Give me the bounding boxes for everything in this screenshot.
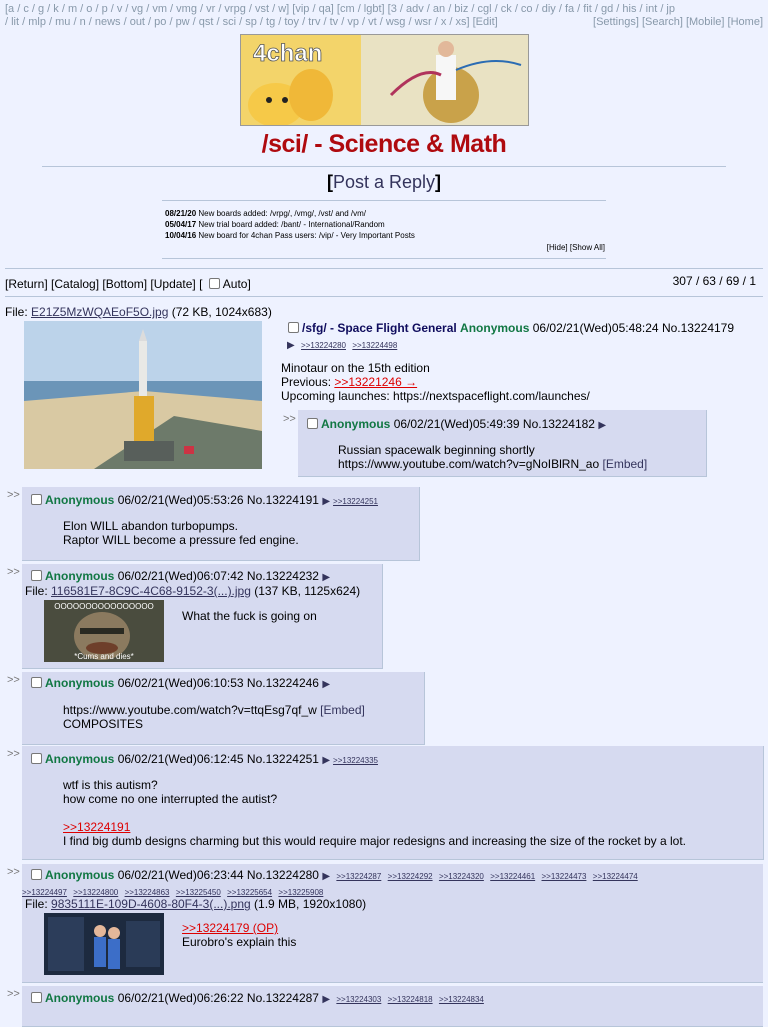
reply-arrows: >> [7,566,20,578]
reply-post: Anonymous 06/02/21(Wed)05:49:39 No.13224182 ▶ Russian spacewalk beginning shortly https://www.youtube.com/watch?v=gNoIBlRN_ao [Embed] [298,410,707,477]
hide-show-all-links[interactable]: [Hide] [Show All] [546,243,605,252]
backlink[interactable]: >>13224287 [336,872,382,881]
news-list [165,208,605,241]
divider-line [5,268,763,269]
backlink[interactable]: >>13224498 [352,341,398,350]
backlink[interactable]: >>13224461 [490,872,536,881]
reply-file-info: File: 116581E7-8C9C-4C68-9152-3(...).jpg (137 KB, 1125x624) [25,584,361,598]
reply-thumbnail[interactable] [44,600,164,662]
file-link[interactable]: 116581E7-8C9C-4C68-9152-3(...).jpg [51,584,251,598]
banner-image[interactable] [240,34,529,126]
board-list-line-2[interactable]: / lit / mlp / mu / n / news / out / po / pw / qst / sci / sp / tg / toy / trv / tv / vp / vt / wsg / wsr / x / xs] [Edit] [5,16,498,28]
post-number[interactable]: No.13224191 [246,493,319,507]
reply-message: What the fuck is going on [182,609,317,623]
thread-navigation [5,277,251,291]
auto-update-checkbox[interactable] [209,278,220,289]
backlink[interactable]: >>13224800 [73,888,119,897]
board-title: /sci/ - Science & Math [261,130,507,158]
op-backlinks [287,337,397,351]
post-number[interactable]: No.13224287 [246,991,319,1005]
reply-post: Anonymous 06/02/21(Wed)06:07:42 No.13224232 ▶ File: 116581E7-8C9C-4C68-9152-3(...).jpg (137 KB, 1125x624) OOOOOOOOOOOOOOOO *Cums and dies* What the fuck is going on [22,564,383,669]
op-file-info: File: E21Z5MzWQAEoF5O.jpg (72 KB, 1024x683) [5,305,272,319]
embed-link[interactable]: [Embed] [320,703,365,717]
post-number[interactable]: No.13224251 [246,752,319,766]
quote-link[interactable]: >>13224179 (OP) [182,921,279,935]
board-list-line-1[interactable]: [a / c / g / k / m / o / p / v / vg / vm / vmg / vr / vrpg / vst / w] [vip / qa] [cm / lgbt] [3 / adv / an / biz / cgl / ck / co / diy / fa / fit / gd / his / int / jp [5,3,675,15]
backlink[interactable]: >>13224280 [301,341,346,350]
backlink[interactable]: >>13224834 [438,995,484,1004]
post-menu-icon[interactable]: ▶ [322,994,331,1005]
reply-checkbox[interactable] [31,992,42,1003]
reply-checkbox[interactable] [31,494,42,505]
top-right-links[interactable]: [Settings] [Search] [Mobile] [Home] [593,16,763,28]
reply-thumbnail[interactable] [44,913,164,975]
auto-label: Auto] [222,277,251,291]
quote-link[interactable]: >>13224191 [63,820,131,834]
thread-stats: 307 / 63 / 69 / 1 [672,274,756,288]
reply-arrows: >> [7,988,20,1000]
post-number[interactable]: No.13224232 [246,569,319,583]
embed-link[interactable]: [Embed] [602,457,648,471]
reply-post: Anonymous 06/02/21(Wed)06:26:22 No.13224287 ▶ >>13224303 >>13224818 >>13224834 [22,986,763,1027]
op-datetime: 06/02/21(Wed)05:48:24 [532,321,659,335]
backlink[interactable]: >>13225654 [227,888,273,897]
thumb-caption-bottom: *Cums and dies* [74,652,134,661]
backlink[interactable]: >>13225908 [278,888,324,897]
reply-arrows: >> [7,489,20,501]
divider-line [5,296,763,297]
news-item: 10/04/16 New board for 4chan Pass users: /vip/ - Very Important Posts [165,231,415,240]
backlink[interactable]: >>13224303 [336,995,382,1004]
reply-arrows: >> [283,413,296,425]
reply-checkbox[interactable] [307,418,318,429]
post-reply-link[interactable]: [Post a Reply] [326,172,442,192]
thumb-caption-top: OOOOOOOOOOOOOOOO [54,602,154,611]
op-thumbnail[interactable] [24,321,262,469]
file-link[interactable]: 9835111E-109D-4608-80F4-3(...).png [51,897,251,911]
post-number[interactable]: No.13224280 [246,868,319,882]
backlink[interactable]: >>13224474 [592,872,638,881]
backlink[interactable]: >>13224863 [124,888,170,897]
quote-link[interactable]: >>13221246 → [334,375,418,389]
divider-line [162,258,606,259]
backlink[interactable]: >>13225450 [175,888,221,897]
reply-checkbox[interactable] [31,869,42,880]
backlink[interactable]: >>13224473 [541,872,587,881]
post-menu-icon[interactable]: ▶ [322,496,331,507]
reply-arrows: >> [7,748,20,760]
news-item: 05/04/17 New trial board added: /bant/ - International/Random [165,220,385,229]
post-number[interactable]: No.13224182 [522,417,595,431]
op-header [285,321,765,335]
reply-checkbox[interactable] [31,570,42,581]
reply-post: Anonymous 06/02/21(Wed)05:53:26 No.13224191 ▶ >>13224251 Elon WILL abandon turbopumps. Raptor WILL become a pressure fed engine. [22,487,420,561]
post-reply-label[interactable]: Post a Reply [332,172,436,192]
divider-line [42,166,726,167]
reply-file-info: File: 9835111E-109D-4608-80F4-3(...).png (1.9 MB, 1920x1080) [25,897,367,911]
news-item: 08/21/20 New boards added: /vrpg/, /vmg/, /vst/ and /vm/ [165,209,367,218]
reply-post: Anonymous 06/02/21(Wed)06:23:44 No.13224280 ▶ >>13224287 >>13224292 >>13224320 >>13224461 >>13224473 >>13224474 >>13224497 >>13224800 >>13224863 >>13225450 >>13225654 >>13225908 File: 9835111E-109D-4608-80F4-3(...).png (1.9 MB, 1920x1080) >>13224179 (OP) Eurobro's explain this [22,864,763,983]
reply-checkbox[interactable] [31,753,42,764]
op-subject: /sfg/ - Space Flight General [302,321,457,335]
reply-arrows: >> [7,674,20,686]
divider-line [162,200,606,201]
backlink[interactable]: >>13224818 [387,995,433,1004]
op-post-number[interactable]: No.13224179 [661,321,735,335]
backlink[interactable]: >>13224292 [387,872,433,881]
backlink[interactable]: >>13224335 [333,756,378,765]
backlink[interactable]: >>13224320 [438,872,484,881]
banner-logo-text: 4chan [253,40,323,67]
backlink[interactable]: >>13224251 [333,497,378,506]
reply-post: Anonymous 06/02/21(Wed)06:10:53 No.13224246 ▶ https://www.youtube.com/watch?v=ttqEsg7qf_w [Embed] COMPOSITES [22,672,425,745]
post-number[interactable]: No.13224246 [246,676,319,690]
board-navigation [5,3,763,29]
backlink[interactable]: >>13224497 [22,888,67,897]
reply-arrows: >> [7,866,20,878]
op-checkbox[interactable] [288,322,299,333]
post-menu-icon[interactable]: ▶ [287,340,295,351]
post-menu-icon[interactable]: ▶ [322,755,331,766]
post-menu-icon[interactable]: ▶ [322,679,331,690]
post-menu-icon[interactable]: ▶ [322,871,331,882]
op-file-link[interactable]: E21Z5MzWQAEoF5O.jpg [31,305,169,319]
thread-nav-links[interactable]: [Return] [Catalog] [Bottom] [Update] [ [5,277,203,291]
reply-checkbox[interactable] [31,677,42,688]
post-menu-icon[interactable]: ▶ [598,420,607,431]
op-message: Minotaur on the 15th edition Previous: >>13221246 → Upcoming launches: https://nextspaceflight.com/launches/ [281,361,590,403]
reply-post: Anonymous 06/02/21(Wed)06:12:45 No.13224251 ▶ >>13224335 wtf is this autism? how come no one interrupted the autist? >>13224191 I find big dumb designs charming but this would require major redesigns and increasing the size of the rocket by a lot. [22,746,764,860]
post-menu-icon[interactable]: ▶ [322,572,331,583]
op-name: Anonymous [460,321,530,335]
